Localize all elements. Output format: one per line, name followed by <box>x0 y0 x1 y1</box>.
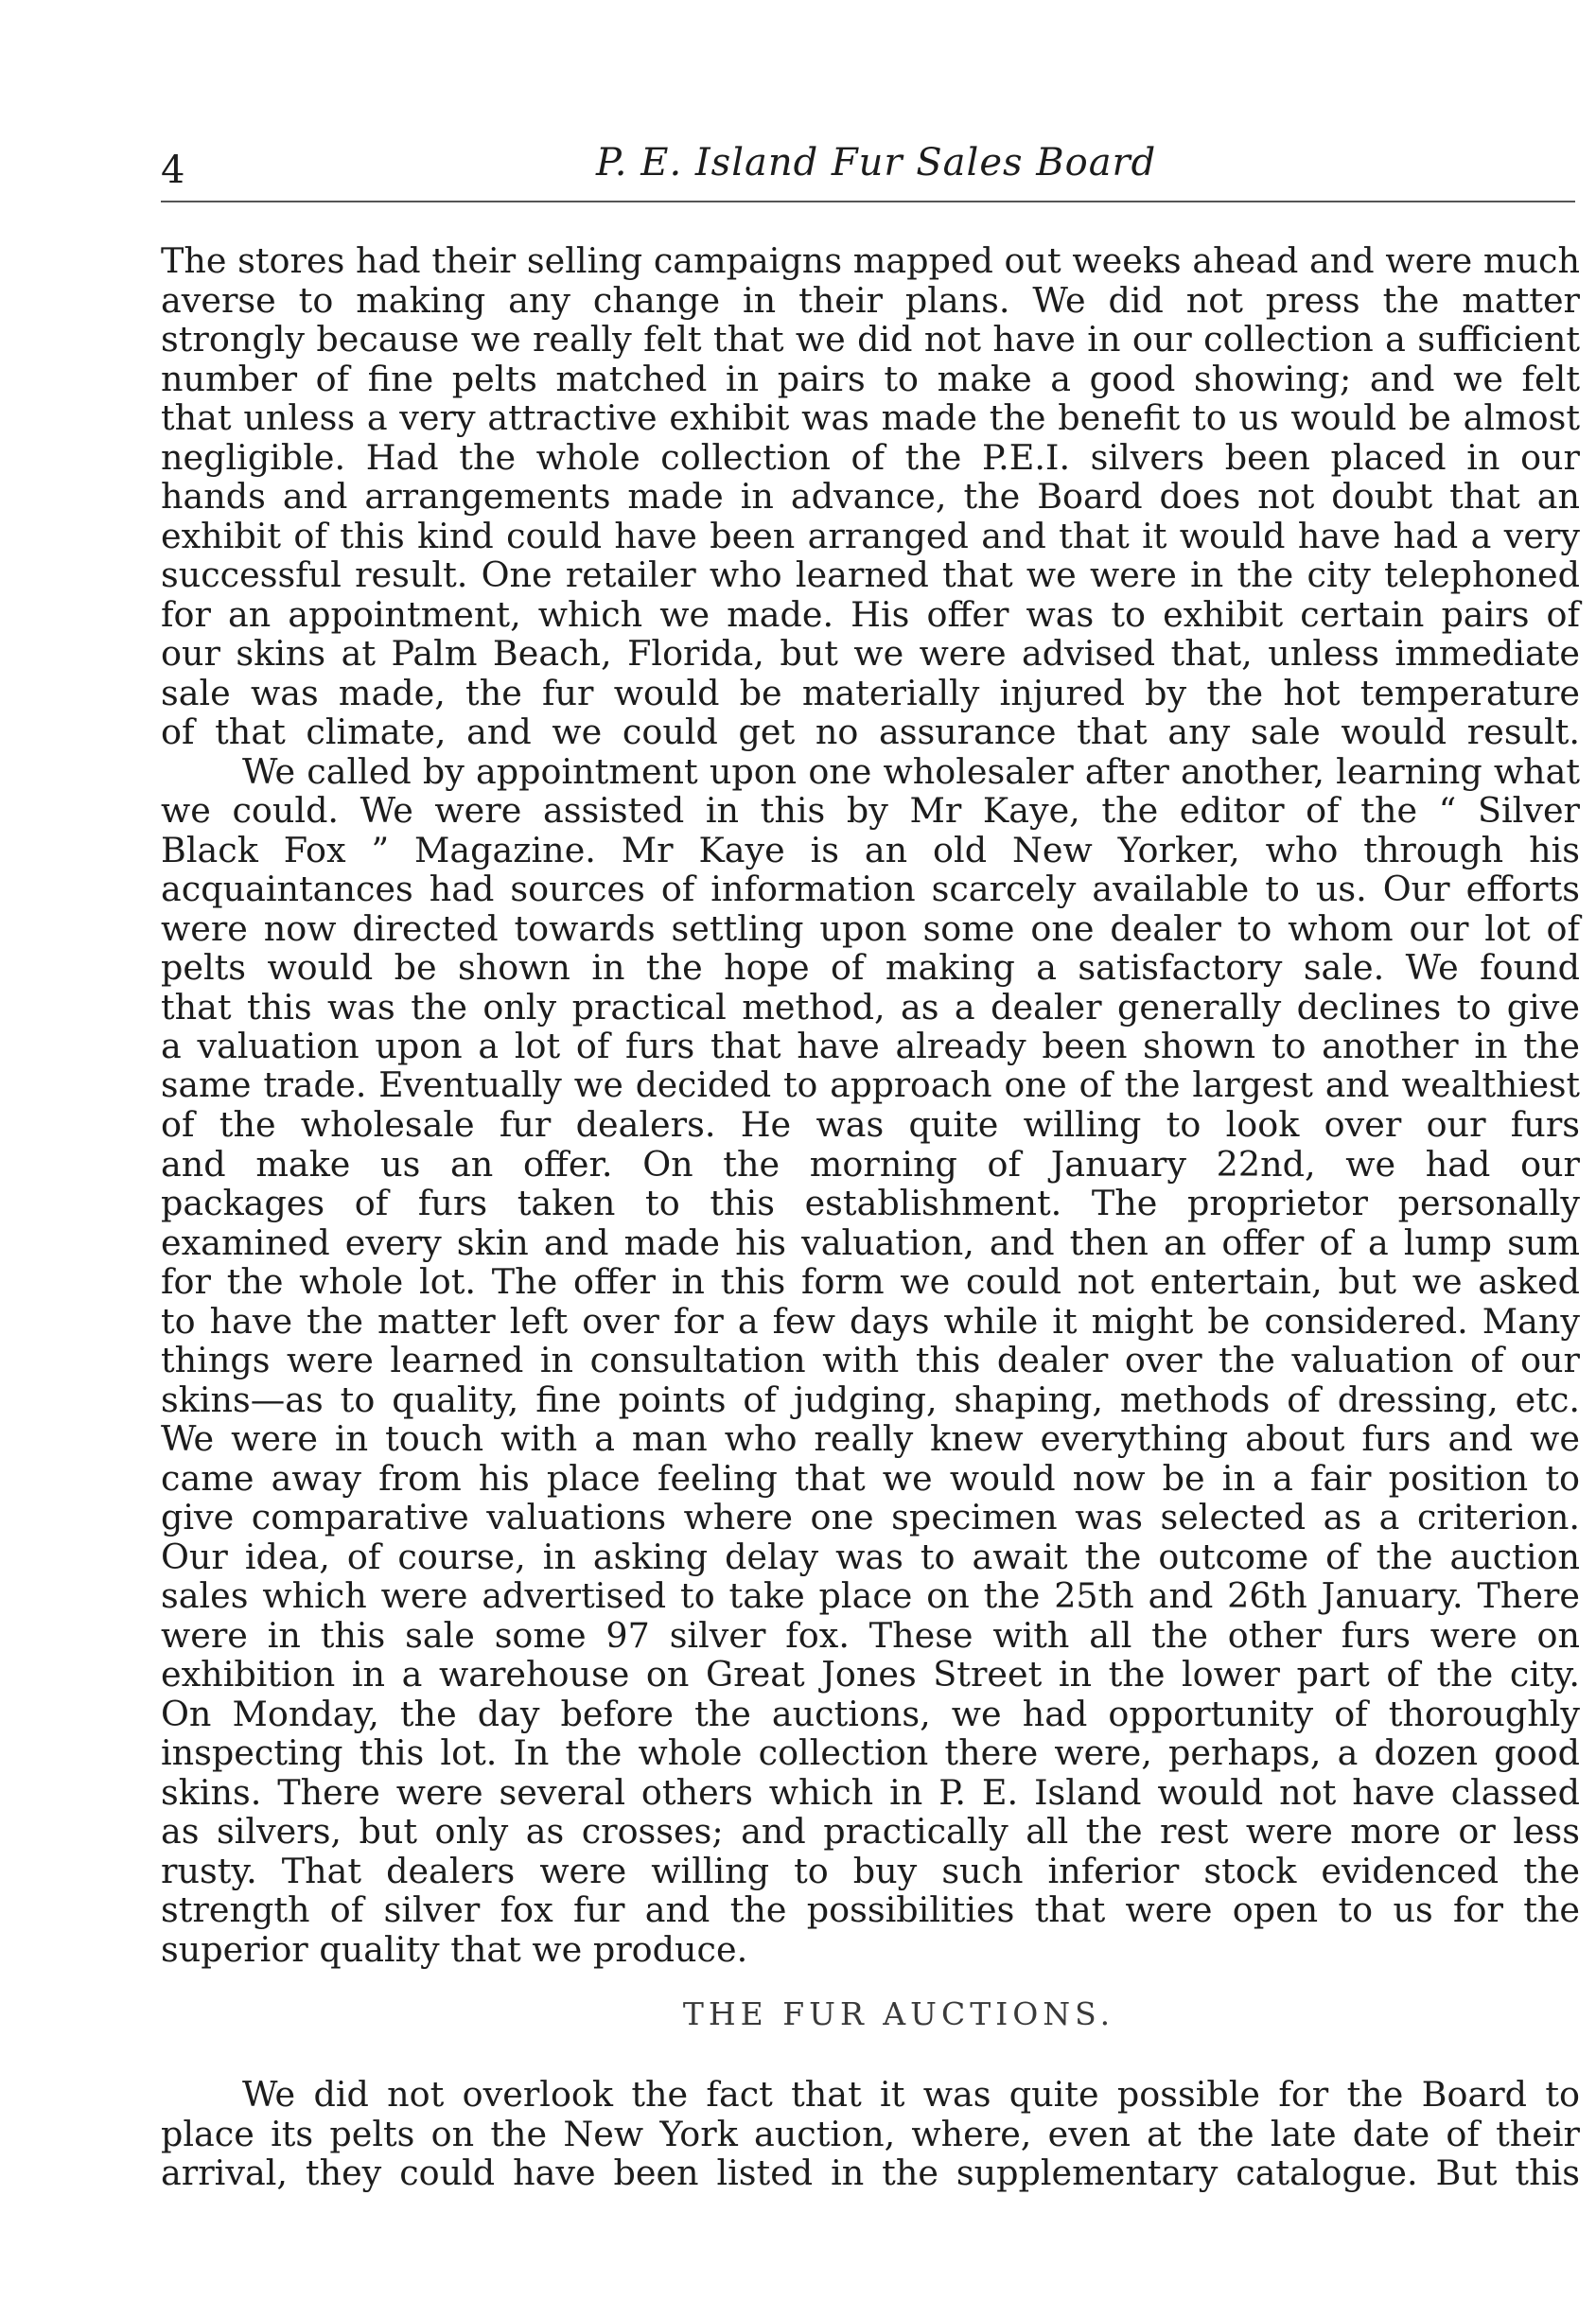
text-line: strength of silver fox fur and the possibilities that were open to us for the <box>161 1889 1580 1930</box>
text-line: negligible. Had the whole collection of the P.E.I. silvers been placed in our <box>161 436 1580 478</box>
paragraph-3 <box>161 2075 1580 2193</box>
text-line: came away from his place feeling that we would now be in a fair position to <box>161 1457 1580 1499</box>
text-line: Our idea, of course, in asking delay was to await the outcome of the auction <box>161 1536 1580 1577</box>
text-line: a valuation upon a lot of furs that have already been shown to another in the <box>161 1026 1580 1066</box>
text-line: of that climate, and we could get no assurance that any sale would result. <box>161 711 1580 752</box>
text-line: pelts would be shown in the hope of making a satisfactory sale. We found <box>161 947 1580 988</box>
text-line: We did not overlook the fact that it was quite possible for the Board to <box>242 2074 1580 2115</box>
text-line: give comparative valuations where one specimen was selected as a criterion. <box>161 1497 1580 1537</box>
text-line: rusty. That dealers were willing to buy such inferior stock evidenced the <box>161 1850 1580 1891</box>
text-line: skins. There were several others which in P. E. Island would not have classed <box>161 1771 1580 1813</box>
body-text <box>161 241 1580 2193</box>
header-rule <box>161 201 1575 202</box>
text-line: were in this sale some 97 silver fox. These with all the other furs were on <box>161 1614 1580 1656</box>
heading-spacer <box>161 2060 1580 2075</box>
text-line: The stores had their selling campaigns mapped out weeks ahead and were much <box>161 240 1580 281</box>
text-line: examined every skin and made his valuation, and then an offer of a lump sum <box>161 1221 1580 1263</box>
text-line: We called by appointment upon one wholesaler after another, learning what <box>242 750 1580 792</box>
text-line: that this was the only practical method, as a dealer generally declines to give <box>161 986 1580 1028</box>
text-line: things were learned in consultation with this dealer over the valuation of our <box>161 1340 1580 1380</box>
text-line: sale was made, the fur would be materially injured by the hot temperature <box>161 672 1580 713</box>
text-line: of the wholesale fur dealers. He was quite willing to look over our furs <box>161 1104 1580 1145</box>
text-line: were now directed towards settling upon some one dealer to whom our lot of <box>161 907 1580 949</box>
text-line: On Monday, the day before the auctions, we had opportunity of thoroughly <box>161 1693 1580 1734</box>
text-line: number of fine pelts matched in pairs to make a good showing; and we felt <box>161 358 1580 399</box>
page-header <box>161 132 1580 199</box>
text-line: averse to making any change in their plans. We did not press the matter <box>161 279 1580 321</box>
text-line: sales which were advertised to take place on the 25th and 26th January. There <box>161 1575 1580 1616</box>
running-title: P. E. Island Fur Sales Board <box>596 141 1157 184</box>
text-line: we could. We were assisted in this by Mr Kaye, the editor of the “ Silver <box>161 790 1580 831</box>
text-line: strongly because we really felt that we did not have in our collection a sufficient <box>161 319 1580 360</box>
text-line: Black Fox ” Magazine. Mr Kaye is an old New Yorker, who through his <box>161 829 1580 870</box>
text-line: successful result. One retailer who learned that we were in the city telephoned <box>161 554 1580 595</box>
text-line: We were in touch with a man who really knew everything about furs and we <box>161 1418 1580 1459</box>
text-line: acquaintances had sources of information scarcely available to us. Our efforts <box>161 869 1580 909</box>
text-line: same trade. Eventually we decided to approach one of the largest and wealthiest <box>161 1065 1580 1105</box>
text-line: packages of furs taken to this establishment. The proprietor personally <box>161 1183 1580 1223</box>
text-line: place its pelts on the New York auction, where, even at the late date of their <box>161 2113 1580 2154</box>
text-line: for the whole lot. The offer in this form we could not entertain, but we asked <box>161 1261 1580 1302</box>
text-line: superior quality that we produce. <box>161 1928 748 1970</box>
text-line: skins—as to quality, fine points of judging, shaping, methods of dressing, etc. <box>161 1379 1580 1420</box>
text-line: and make us an offer. On the morning of January 22nd, we had our <box>161 1143 1580 1185</box>
text-line: that unless a very attractive exhibit was made the benefit to us would be almost <box>161 397 1580 438</box>
paragraph-1 <box>161 241 1580 752</box>
text-line: inspecting this lot. In the whole collection there were, perhaps, a dozen good <box>161 1732 1580 1773</box>
page-number: 4 <box>161 149 185 192</box>
text-line: our skins at Palm Beach, Florida, but we were advised that, unless immediate <box>161 633 1580 674</box>
text-line: hands and arrangements made in advance, the Board does not doubt that an <box>161 476 1580 517</box>
paragraph-2 <box>161 752 1580 1970</box>
text-line: to have the matter left over for a few days while it might be considered. Many <box>161 1300 1580 1342</box>
text-line: exhibition in a warehouse on Great Jones Street in the lower part of the city. <box>161 1654 1580 1695</box>
text-line: as silvers, but only as crosses; and practically all the rest were more or less <box>161 1811 1580 1852</box>
section-heading: THE FUR AUCTIONS. <box>682 1995 1115 2032</box>
text-line: exhibit of this kind could have been arranged and that it would have had a very <box>161 515 1580 556</box>
text-line: arrival, they could have been listed in the supplementary catalogue. But this <box>161 2152 1580 2193</box>
text-line: for an appointment, which we made. His offer was to exhibit certain pairs of <box>161 593 1580 635</box>
